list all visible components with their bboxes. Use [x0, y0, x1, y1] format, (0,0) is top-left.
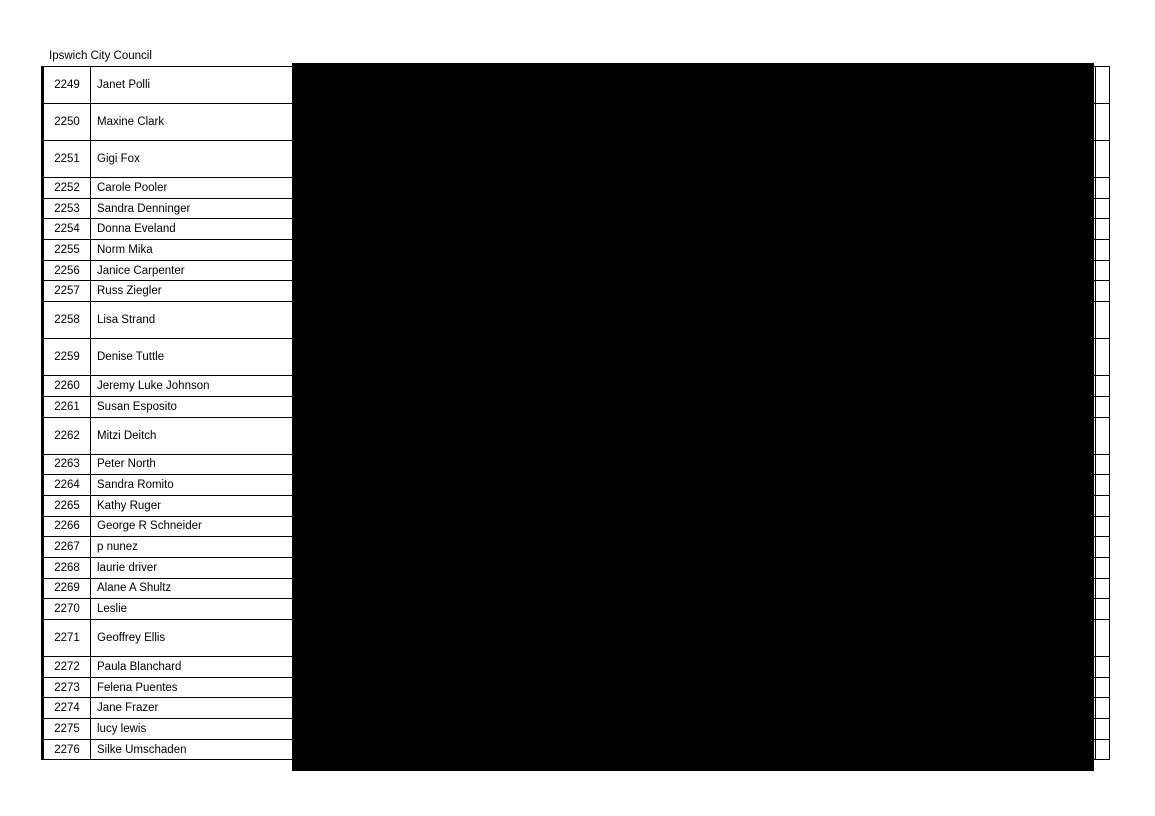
edge-cell: [1096, 719, 1110, 740]
signer-name-cell: Janice Carpenter: [91, 260, 294, 281]
row-number-cell: 2250: [44, 104, 91, 141]
edge-cell: [1096, 260, 1110, 281]
signer-name-cell: Alane A Shultz: [91, 578, 294, 599]
edge-cell: [1096, 698, 1110, 719]
row-number-cell: 2276: [44, 739, 91, 760]
signer-name-cell: Mitzi Deitch: [91, 417, 294, 454]
signer-name-cell: laurie driver: [91, 557, 294, 578]
row-number-cell: 2251: [44, 141, 91, 178]
row-number-cell: 2256: [44, 260, 91, 281]
signer-name-cell: Norm Mika: [91, 240, 294, 261]
edge-cell: [1096, 141, 1110, 178]
row-number-cell: 2253: [44, 198, 91, 219]
row-number-cell: 2269: [44, 578, 91, 599]
row-number-cell: 2265: [44, 495, 91, 516]
row-number-cell: 2254: [44, 219, 91, 240]
edge-cell: [1096, 302, 1110, 339]
signer-name-cell: Donna Eveland: [91, 219, 294, 240]
signer-name-cell: Leslie: [91, 599, 294, 620]
row-number-cell: 2252: [44, 178, 91, 199]
edge-cell: [1096, 219, 1110, 240]
edge-cell: [1096, 578, 1110, 599]
page-caption: Ipswich City Council: [49, 50, 152, 62]
signer-name-cell: Paula Blanchard: [91, 657, 294, 678]
edge-cell: [1096, 281, 1110, 302]
row-number-cell: 2272: [44, 657, 91, 678]
row-number-cell: 2274: [44, 698, 91, 719]
edge-cell: [1096, 475, 1110, 496]
signer-name-cell: Felena Puentes: [91, 677, 294, 698]
row-number-cell: 2268: [44, 557, 91, 578]
row-number-cell: 2260: [44, 376, 91, 397]
signer-name-cell: Jane Frazer: [91, 698, 294, 719]
edge-cell: [1096, 417, 1110, 454]
row-number-cell: 2257: [44, 281, 91, 302]
row-number-cell: 2259: [44, 339, 91, 376]
edge-cell: [1096, 516, 1110, 537]
signer-name-cell: Janet Polli: [91, 67, 294, 104]
signer-name-cell: Geoffrey Ellis: [91, 620, 294, 657]
signer-name-cell: lucy lewis: [91, 719, 294, 740]
edge-cell: [1096, 677, 1110, 698]
row-number-cell: 2258: [44, 302, 91, 339]
signer-name-cell: Sandra Romito: [91, 475, 294, 496]
row-number-cell: 2261: [44, 396, 91, 417]
signer-name-cell: George R Schneider: [91, 516, 294, 537]
edge-cell: [1096, 620, 1110, 657]
row-number-cell: 2273: [44, 677, 91, 698]
edge-cell: [1096, 657, 1110, 678]
edge-cell: [1096, 104, 1110, 141]
signer-name-cell: Maxine Clark: [91, 104, 294, 141]
signer-name-cell: Peter North: [91, 454, 294, 475]
signer-name-cell: Denise Tuttle: [91, 339, 294, 376]
row-number-cell: 2266: [44, 516, 91, 537]
row-number-cell: 2275: [44, 719, 91, 740]
edge-cell: [1096, 495, 1110, 516]
signer-name-cell: Gigi Fox: [91, 141, 294, 178]
signer-name-cell: Carole Pooler: [91, 178, 294, 199]
edge-cell: [1096, 557, 1110, 578]
row-number-cell: 2263: [44, 454, 91, 475]
signer-name-cell: Jeremy Luke Johnson: [91, 376, 294, 397]
row-number-cell: 2249: [44, 67, 91, 104]
row-number-cell: 2262: [44, 417, 91, 454]
signer-name-cell: Lisa Strand: [91, 302, 294, 339]
signer-name-cell: Silke Umschaden: [91, 739, 294, 760]
edge-cell: [1096, 739, 1110, 760]
signer-name-cell: p nunez: [91, 537, 294, 558]
row-number-cell: 2271: [44, 620, 91, 657]
row-number-cell: 2255: [44, 240, 91, 261]
edge-cell: [1096, 339, 1110, 376]
signer-name-cell: Russ Ziegler: [91, 281, 294, 302]
edge-cell: [1096, 537, 1110, 558]
edge-cell: [1096, 396, 1110, 417]
signer-name-cell: Kathy Ruger: [91, 495, 294, 516]
edge-cell: [1096, 240, 1110, 261]
row-number-cell: 2270: [44, 599, 91, 620]
row-number-cell: 2267: [44, 537, 91, 558]
edge-cell: [1096, 178, 1110, 199]
edge-cell: [1096, 67, 1110, 104]
signer-name-cell: Sandra Denninger: [91, 198, 294, 219]
edge-cell: [1096, 376, 1110, 397]
row-number-cell: 2264: [44, 475, 91, 496]
edge-cell: [1096, 599, 1110, 620]
redaction-overlay: [292, 63, 1094, 771]
signer-name-cell: Susan Esposito: [91, 396, 294, 417]
edge-cell: [1096, 454, 1110, 475]
edge-cell: [1096, 198, 1110, 219]
